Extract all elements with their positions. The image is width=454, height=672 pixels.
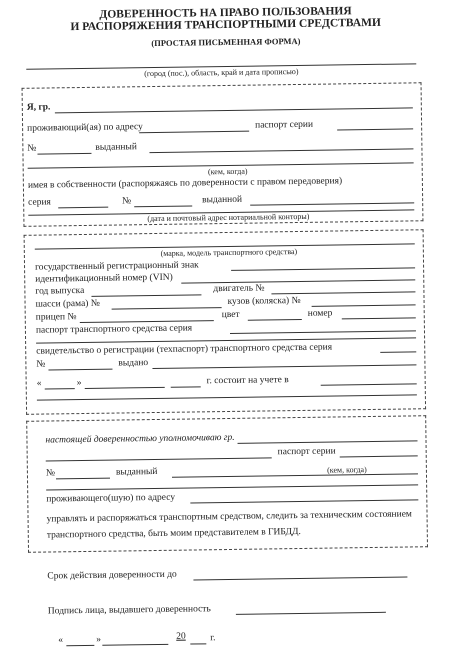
signature-label: Подпись лица, выдавшего доверенность — [47, 604, 211, 617]
certificate-label: свидетельство о регистрации (техпаспорт) транспортного средства серия — [36, 342, 333, 357]
authorized-address-label: проживающего(шую) по адресу — [46, 492, 176, 505]
vin-label: идентификационный номер (VIN) — [35, 272, 173, 285]
authorized-passport-no-label: № — [45, 468, 56, 479]
ownership-issued-label: выданной — [202, 194, 243, 206]
authority-text-line-1: управлять и распоряжаться транспортным средством, следить за техническим состоянием — [46, 509, 412, 525]
validity-label: Срок действия доверенности до — [47, 569, 177, 582]
document-title-line-1: ДОВЕРЕННОСТЬ НА ПРАВО ПОЛЬЗОВАНИЯ — [99, 5, 352, 21]
chassis-label: шасси (рама) № — [35, 298, 100, 310]
signature-line — [236, 612, 386, 615]
trailer-label: прицеп № — [35, 312, 77, 323]
principal-issued-label: выданный — [95, 142, 138, 153]
authorized-who-when-caption: (кем, когда) — [327, 465, 367, 475]
vehicle-model-caption: (марка, модель транспортного средства) — [160, 247, 298, 258]
final-day-line — [66, 645, 94, 646]
registration-date-open: « — [36, 378, 42, 389]
body-label: кузов (коляска) № — [227, 295, 301, 307]
authorize-label: настоящей доверенностью уполномочиваю гр. — [45, 432, 235, 446]
final-year-suffix: г. — [210, 633, 216, 644]
color-label: цвет — [221, 309, 240, 321]
final-date-open: « — [58, 635, 64, 646]
final-date-close: » — [96, 634, 102, 645]
number-label: номер — [307, 308, 333, 319]
ownership-series-label: серия — [28, 197, 51, 208]
principal-address-label: проживающий(ая) по адресу — [27, 122, 143, 134]
authorized-passport-label: паспорт серии — [277, 446, 336, 458]
document-title-line-2: И РАСПОРЯЖЕНИЯ ТРАНСПОРТНЫМИ СРЕДСТВАМИ — [70, 16, 382, 34]
final-century: 20 — [176, 631, 186, 642]
authorized-issued-label: выданный — [115, 466, 158, 478]
document-subtitle: (ПРОСТАЯ ПИСЬМЕННАЯ ФОРМА) — [151, 35, 301, 49]
final-month-line — [102, 644, 168, 646]
validity-line — [193, 577, 407, 581]
year-label: год выпуска — [35, 285, 85, 297]
certificate-issued-label: выдано — [118, 358, 149, 369]
principal-passport-label: паспорт серии — [255, 119, 314, 131]
authority-text-line-2: транспортного средства, быть моим представителем в ГИБДД. — [46, 526, 301, 541]
reg-sign-label: государственный регистрационный знак — [34, 260, 199, 273]
ownership-no-label: № — [122, 196, 132, 207]
principal-who-when-caption: (кем, когда) — [207, 166, 248, 177]
certificate-no-label: № — [36, 359, 46, 370]
principal-label: Я, гр. — [26, 102, 51, 113]
principal-passport-no-label: № — [27, 143, 37, 154]
notary-caption: (дата и почтовый адрес нотариальной конторы) — [147, 211, 310, 224]
registration-place-label: г. состоит на учете в — [206, 375, 289, 387]
registration-date-close: » — [76, 378, 82, 389]
ownership-basis-text: имея в собственности (распоряжаясь по доверенности с правом передоверия) — [27, 176, 343, 191]
engine-label: двигатель № — [213, 283, 265, 295]
final-year-line — [190, 643, 206, 644]
vehicle-passport-label: паспорт транспортного средства серия — [35, 323, 193, 336]
place-date-caption: (город (пос.), область, край и дата прописью) — [144, 66, 299, 79]
